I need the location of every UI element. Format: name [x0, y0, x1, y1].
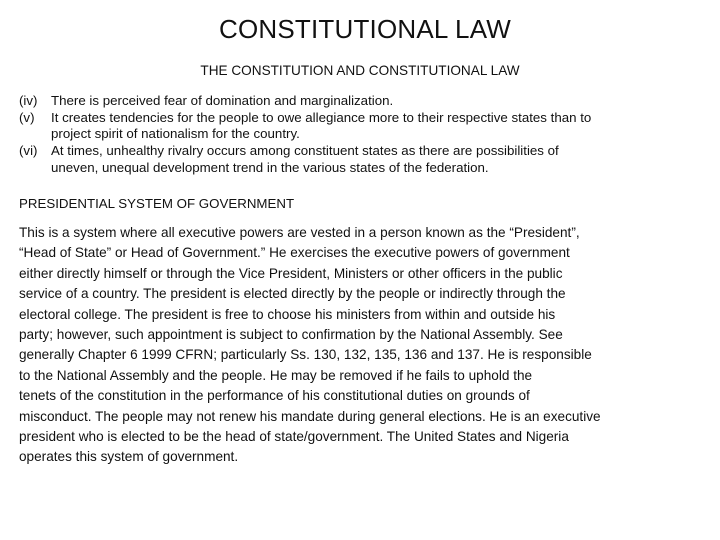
list-item-line: There is perceived fear of domination and marginalization. — [51, 93, 394, 108]
list-item — [19, 110, 709, 143]
paragraph-line: This is a system where all executive powers are vested in a person known as the “President”, — [19, 225, 580, 240]
list-item-text — [51, 110, 709, 143]
paragraph-line: either directly himself or through the Vice President, Ministers or other officers in the public — [19, 265, 563, 281]
list-item — [19, 93, 709, 110]
list-item-line: It creates tendencies for the people to owe allegiance more to their respective states than to — [51, 109, 592, 125]
paragraph-line: president who is elected to be the head of state/government. The United States and Nigeria — [19, 429, 569, 445]
slide-subtitle: THE CONSTITUTION AND CONSTITUTIONAL LAW — [200, 63, 520, 78]
list-item-line: At times, unhealthy rivalry occurs among constituent states as there are possibilities of — [51, 143, 559, 159]
paragraph-line: party; however, such appointment is subject to confirmation by the National Assembly. See — [19, 327, 563, 343]
list-item-number: (v) — [19, 109, 35, 125]
list-item-line: project spirit of nationalism for the country. — [51, 126, 300, 142]
list-item — [19, 143, 709, 176]
list-item-line: uneven, unequal development trend in the various states of the federation. — [51, 159, 489, 175]
paragraph-line: electoral college. The president is free to choose his ministers from within and outside his — [19, 306, 556, 322]
paragraph-line: to the National Assembly and the people. He may be removed if he fails to uphold the — [19, 367, 533, 383]
list-item-text — [51, 93, 709, 110]
body-paragraph — [19, 223, 709, 468]
disadvantages-list — [19, 93, 709, 177]
list-item-number: (vi) — [19, 143, 38, 159]
paragraph-line: tenets of the constitution in the performance of his constitutional duties on grounds of — [19, 388, 530, 404]
paragraph-line: generally Chapter 6 1999 CFRN; particularly Ss. 130, 132, 135, 136 and 137. He is responsible — [19, 347, 592, 363]
list-item-number: (iv) — [19, 93, 38, 108]
slide-title: CONSTITUTIONAL LAW — [218, 14, 512, 44]
paragraph-line: service of a country. The president is elected directly by the people or indirectly through the — [19, 286, 566, 302]
list-item-text — [51, 143, 709, 176]
paragraph-line: operates this system of government. — [19, 449, 239, 465]
paragraph-line: “Head of State” or Head of Government.” He exercises the executive powers of government — [19, 245, 570, 261]
paragraph-line: misconduct. The people may not renew his mandate during general elections. He is an executive — [19, 408, 601, 424]
section-heading: PRESIDENTIAL SYSTEM OF GOVERNMENT — [19, 196, 295, 211]
